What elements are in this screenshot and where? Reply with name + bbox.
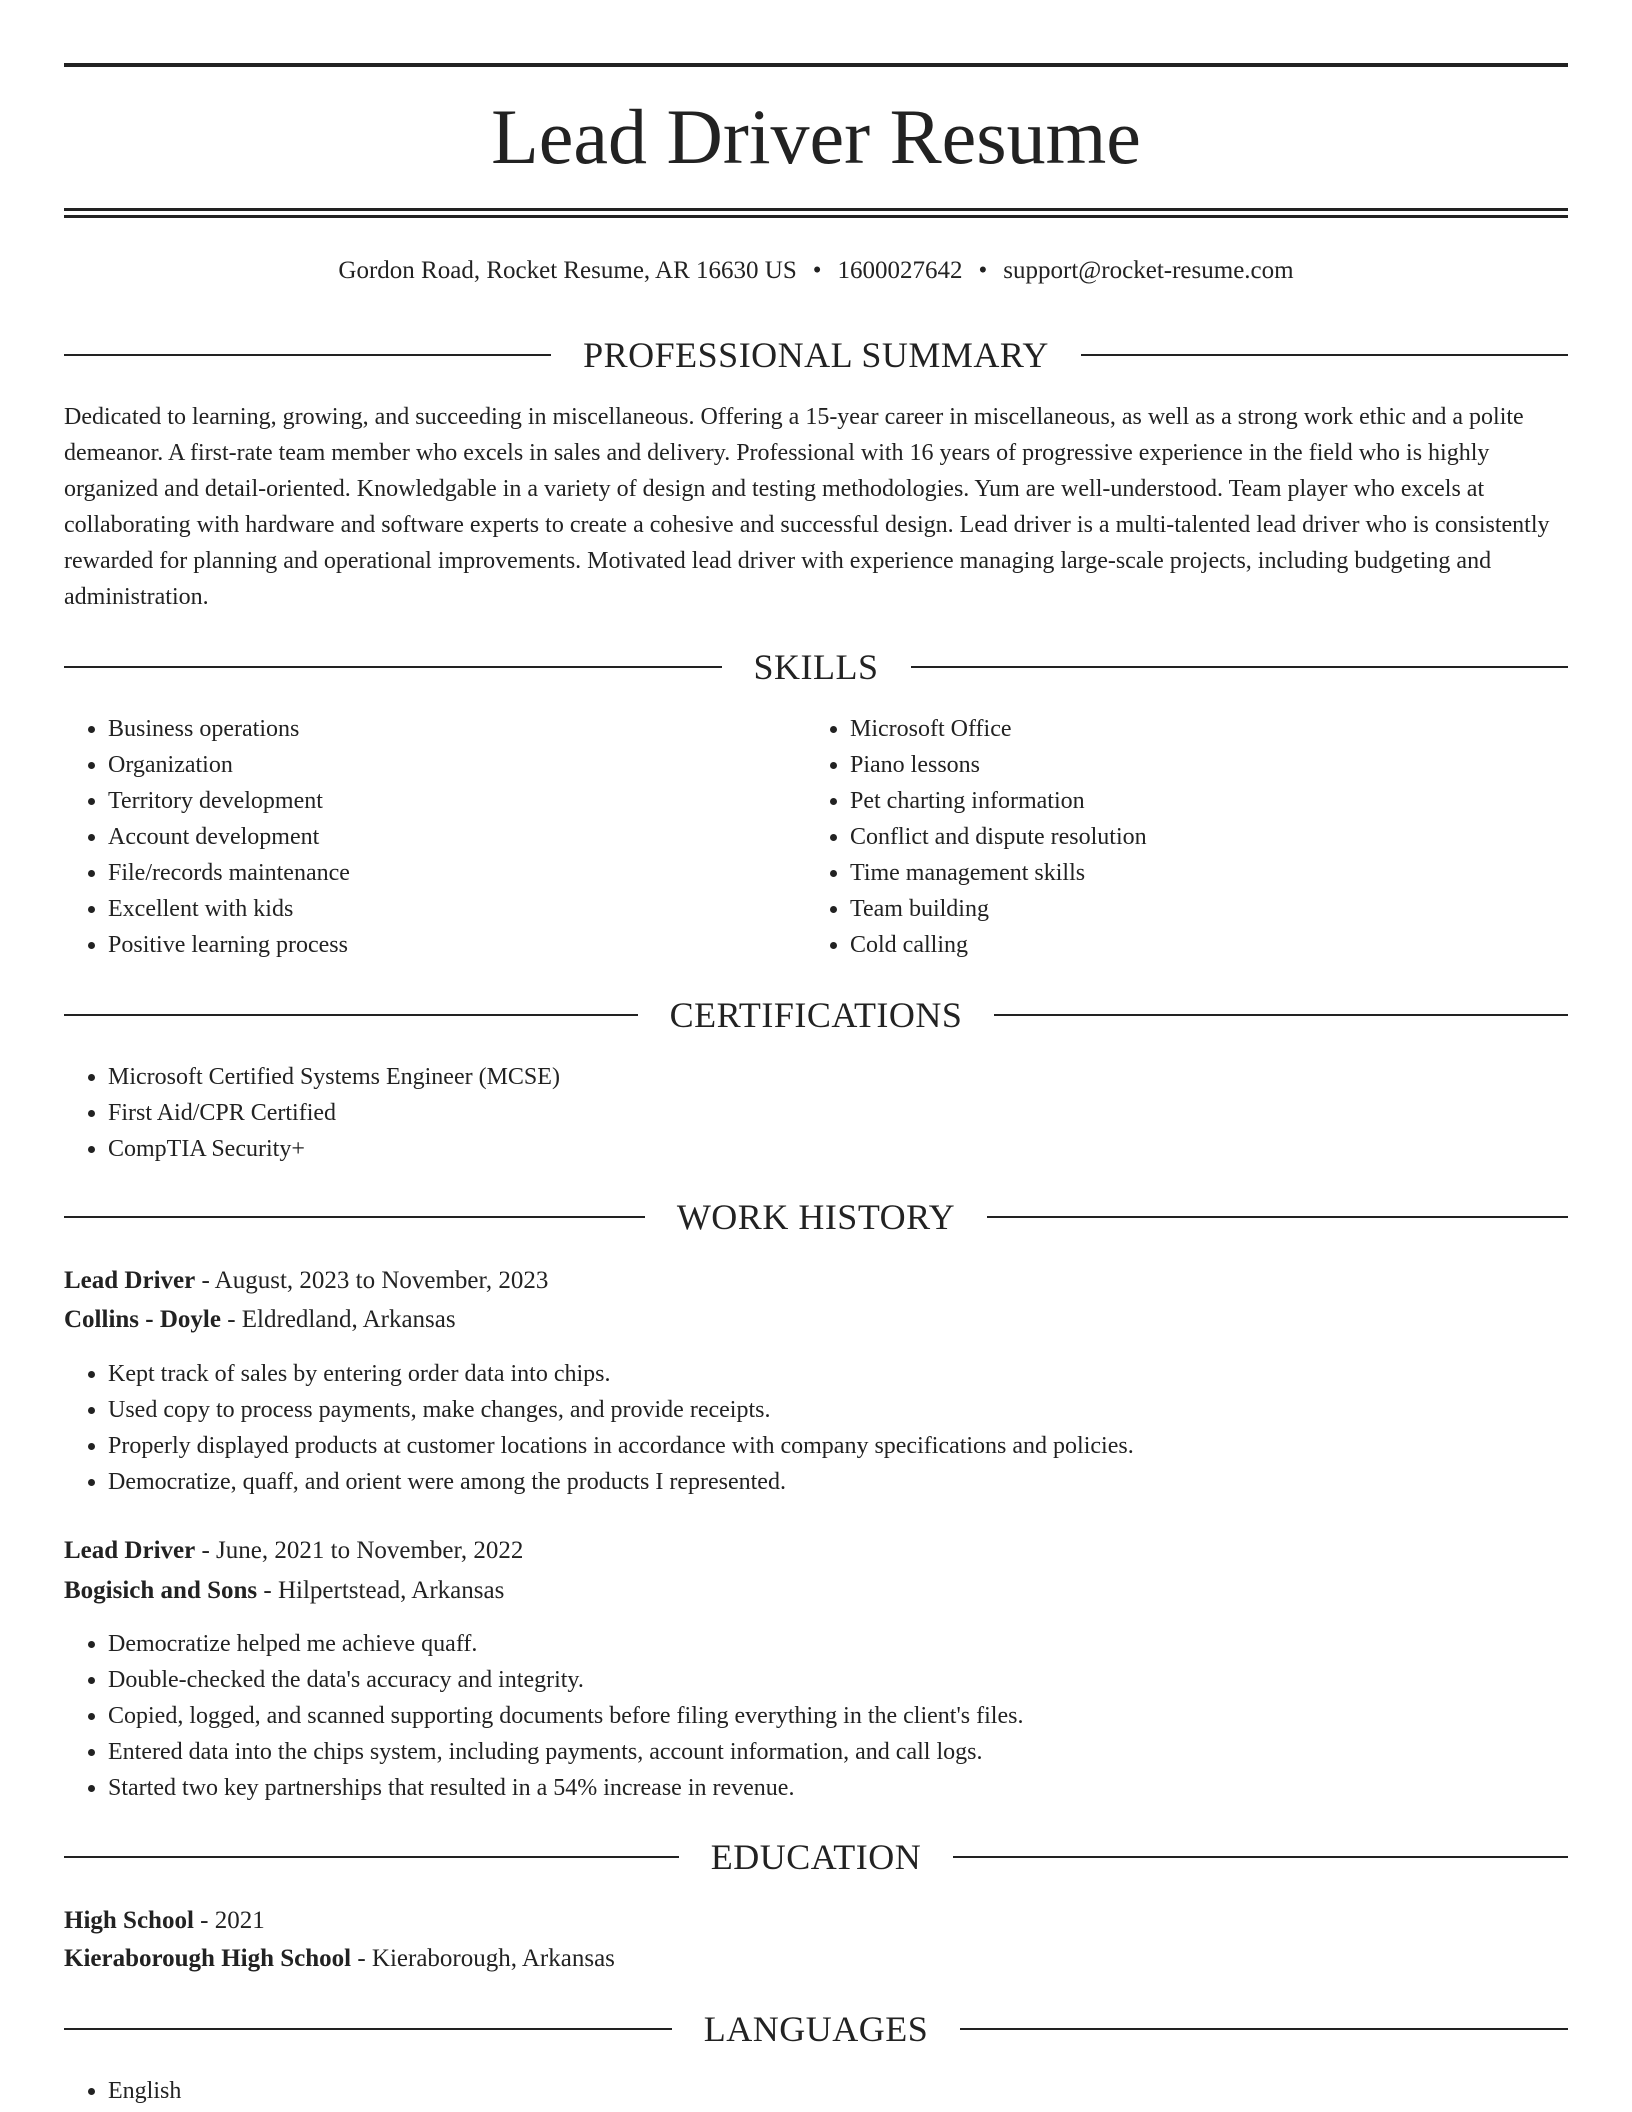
section-title: EDUCATION (710, 1837, 922, 1877)
languages-list (64, 2073, 1568, 2109)
education-school-line (64, 1941, 615, 1977)
certification-item: • First Aid/CPR Certified (108, 1095, 1568, 1131)
languages-heading (64, 2007, 1568, 2051)
job-bullet: • Properly displayed products at customer locations in accordance with company specifications and policies. (108, 1428, 1568, 1464)
contact-line (64, 254, 1568, 288)
job-dates: - June, 2021 to November, 2022 (195, 1537, 524, 1564)
skill-item: • Team building (850, 891, 1550, 927)
skill-item: • Positive learning process (108, 927, 808, 963)
education-degree: High School (64, 1907, 194, 1934)
contact-separator: • (812, 257, 822, 284)
job-bullets (64, 1356, 1568, 1500)
skills-heading (64, 645, 1568, 689)
certification-item: • Microsoft Certified Systems Engineer (MCSE) (108, 1059, 1568, 1095)
skill-item: • Conflict and dispute resolution (850, 819, 1550, 855)
job-bullet: • Double-checked the data's accuracy and integrity. (108, 1662, 1568, 1698)
job-bullet: • Used copy to process payments, make changes, and provide receipts. (108, 1392, 1568, 1428)
title-rule-upper (64, 208, 1568, 211)
section-title: SKILLS (753, 647, 879, 687)
section-title: CERTIFICATIONS (669, 995, 963, 1035)
education-school: Kieraborough High School (64, 1945, 352, 1972)
education-year: - 2021 (193, 1907, 265, 1934)
heading-rule (1081, 354, 1568, 356)
section-title: WORK HISTORY (676, 1197, 956, 1237)
heading-rule (953, 1856, 1568, 1858)
job-company-line (64, 1302, 456, 1338)
job-bullet: • Kept track of sales by entering order data into chips. (108, 1356, 1568, 1392)
skill-item: • Business operations (108, 711, 808, 747)
contact-phone: 1600027642 (837, 257, 963, 284)
job-dates: - August, 2023 to November, 2023 (195, 1267, 549, 1294)
skill-item: • Time management skills (850, 855, 1550, 891)
summary-text: Dedicated to learning, growing, and succeeding in miscellaneous. Offering a 15-year career in miscellaneous, as well as a strong work ethic and a polite demeanor. A first-rate team member who excels in sales and delivery. Professional with 16 years of progressive experience in the field who is highly organized and detail-oriented. Knowledgable in a variety of design and testing methodologies. Yum are well-understood. Team player who excels at collaborating with hardware and software experts to create a cohesive and successful design. Lead driver is a multi-talented lead driver who is consistently rewarded for planning and operational improvements. Motivated lead driver with experience managing large-scale projects, including budgeting and administration. (64, 404, 1550, 610)
education-heading (64, 1835, 1568, 1879)
skill-item: • Cold calling (850, 927, 1550, 963)
heading-rule (994, 1014, 1568, 1016)
job-location: - Eldredland, Arkansas (220, 1306, 456, 1333)
job-bullet: • Started two key partnerships that resulted in a 54% increase in revenue. (108, 1770, 1568, 1806)
job-bullet: • Democratize, quaff, and orient were among the products I represented. (108, 1464, 1568, 1500)
job-bullet: • Entered data into the chips system, including payments, account information, and call logs. (108, 1734, 1568, 1770)
contact-address: Gordon Road, Rocket Resume, AR 16630 US (338, 257, 797, 284)
heading-rule (64, 1014, 638, 1016)
skill-item: • Piano lessons (850, 747, 1550, 783)
summary-heading (64, 333, 1568, 377)
job-title-line (64, 1263, 548, 1299)
resume-title: Lead Driver Resume (491, 93, 1141, 180)
work-heading (64, 1195, 1568, 1239)
heading-rule (64, 1856, 679, 1858)
job-bullet: • Democratize helped me achieve quaff. (108, 1626, 1568, 1662)
skill-item: • Account development (108, 819, 808, 855)
skill-item: • Microsoft Office (850, 711, 1550, 747)
heading-rule (64, 2028, 672, 2030)
certifications-list (64, 1059, 1568, 1167)
job-company: Bogisich and Sons (64, 1577, 258, 1604)
heading-rule (64, 354, 551, 356)
job-title: Lead Driver (64, 1267, 196, 1294)
job-title-line (64, 1533, 523, 1569)
job-bullets (64, 1626, 1568, 1806)
education-degree-line (64, 1903, 265, 1939)
certifications-heading (64, 993, 1568, 1037)
title-rule-lower (64, 215, 1568, 218)
skill-item: • Organization (108, 747, 808, 783)
job-company-line (64, 1573, 504, 1609)
skill-item: • File/records maintenance (108, 855, 808, 891)
certification-item: • CompTIA Security+ (108, 1131, 1568, 1167)
skills-list-right (806, 711, 1550, 963)
skill-item: • Excellent with kids (108, 891, 808, 927)
heading-rule (960, 2028, 1568, 2030)
section-title: LANGUAGES (703, 2009, 929, 2049)
job-location: - Hilpertstead, Arkansas (257, 1577, 505, 1604)
skill-item: • Pet charting information (850, 783, 1550, 819)
top-rule (64, 63, 1568, 67)
language-item: • English (108, 2073, 1568, 2109)
contact-separator: • (978, 257, 988, 284)
job-title: Lead Driver (64, 1537, 196, 1564)
heading-rule (987, 1216, 1568, 1218)
heading-rule (64, 666, 722, 668)
job-company: Collins - Doyle (64, 1306, 221, 1333)
skills-list-left (64, 711, 808, 963)
contact-email[interactable]: support@rocket-resume.com (1003, 257, 1294, 284)
education-location: - Kieraborough, Arkansas (351, 1945, 615, 1972)
heading-rule (911, 666, 1569, 668)
skill-item: • Territory development (108, 783, 808, 819)
section-title: PROFESSIONAL SUMMARY (583, 335, 1049, 375)
heading-rule (64, 1216, 645, 1218)
job-bullet: • Copied, logged, and scanned supporting documents before filing everything in the client's files. (108, 1698, 1568, 1734)
